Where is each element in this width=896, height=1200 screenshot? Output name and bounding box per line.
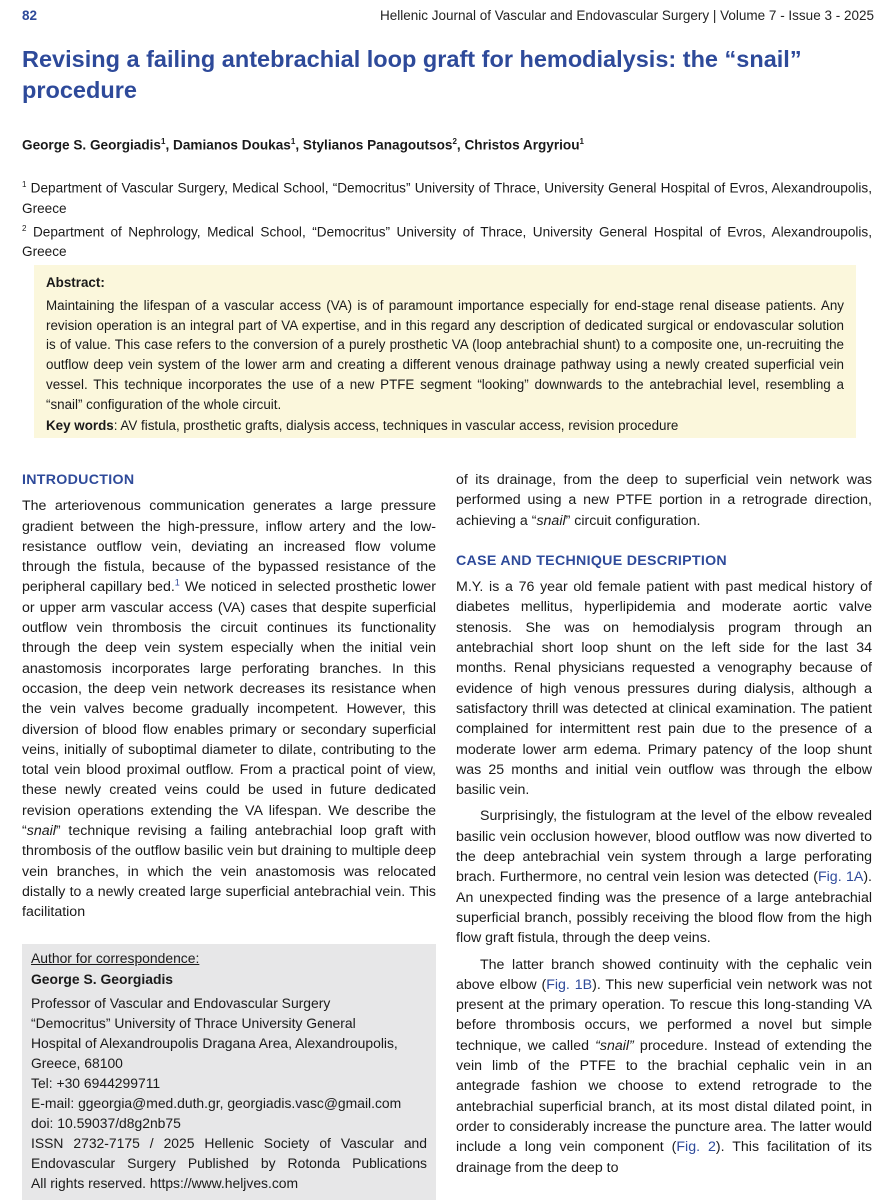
- correspondence-line: Hospital of Alexandroupolis Dragana Area, Alexandroupolis,: [31, 1035, 398, 1051]
- emphasis: snail: [26, 823, 56, 840]
- correspondence-heading: Author for correspondence:: [31, 950, 200, 966]
- affiliation-text: Department of Vascular Surgery, Medical School, “Democritus” University of Thrace, University General Hospital of Evros, Alexandroupolis, Greece: [22, 180, 873, 216]
- keywords-list: : AV fistula, prosthetic grafts, dialysis access, techniques in vascular access, revision procedure: [113, 417, 679, 433]
- correspondence-line: Professor of Vascular and Endovascular Surgery: [31, 995, 331, 1011]
- author-affil-mark: 2: [452, 137, 457, 146]
- keywords-label: Key words: [46, 417, 114, 433]
- affiliation: [22, 219, 872, 263]
- text-run: of its drainage, from the deep to superficial vein network was performed using a new PTFE portion in a retrograde direction, achieving a “: [456, 472, 872, 529]
- author-list: George S. Georgiadis$^1$, Damianos Doukas$^1$, Stylianos Panagoutsos$^2$, Christos Argyriou$^1$: [22, 137, 584, 153]
- correspondence-email[interactable]: E-mail: ggeorgia@med.duth.gr, georgiadis.vasc@gmail.com: [31, 1095, 402, 1111]
- case-heading: CASE AND TECHNIQUE DESCRIPTION: [456, 552, 727, 569]
- emphasis: “snail”: [595, 1037, 634, 1054]
- figure-link[interactable]: Fig. 1A: [817, 869, 864, 886]
- figure-link[interactable]: Fig. 2: [676, 1139, 716, 1156]
- correspondence-website[interactable]: All rights reserved. https://www.heljves.com: [31, 1175, 299, 1191]
- text-run: ” circuit configuration.: [565, 512, 701, 529]
- affiliation: [22, 175, 872, 219]
- left-column: [22, 470, 436, 923]
- correspondence-box: [22, 944, 436, 1200]
- introduction-paragraph: [22, 496, 436, 922]
- text-run: Surprisingly, the fistulogram at the level of the elbow revealed basilic vein occlusion however, blood outflow was now diverted to the deep antebrachial vein system through a large perforating brach. Furthermore, no central vein lesion was detected (: [456, 808, 872, 886]
- affiliations: [22, 175, 872, 262]
- author-affil-mark: 1: [579, 137, 584, 146]
- right-column: [456, 470, 872, 1178]
- text-run: We noticed in selected prosthetic lower or upper arm vascular access (VA) cases that despite superficial outflow vein thrombosis the circuit continues its functionality through the deep vein system especially when the initial vein anastomosis incorporates large perforating branches. In this occasion, the deep vein network decreases its resistance when the vein valves become gradually incompetent. However, this diversion of blood flow enables primary or secondary superficial veins, initially of suboptimal diameter to dilate, contributing to the total vein blood proximal outflow. From a practical point of view, these newly created veins could be used in future dedicated revision operations extending the VA lifespan. We describe the “: [22, 579, 436, 840]
- text-run: The arteriovenous communication generates a large pressure gradient between the high-pressure, inflow artery and the low-resistance outflow vein, deviating an increased flow volume through the fistula, because of the bypassed resistance of the peripheral capillary bed.: [22, 498, 436, 596]
- text-run: The latter branch showed continuity with the cephalic vein above elbow (: [456, 956, 872, 993]
- keywords: [46, 416, 844, 436]
- abstract-heading: Abstract:: [46, 275, 105, 290]
- running-head: [22, 6, 874, 24]
- text-run: procedure. Instead of extending the vein limb of the PTFE to the brachial cephalic vein in an antegrade fashion we choose to extend retrograde to the antebrachial superficial branch, at its most distal dilated point, in order to considerably increase the puncture area. The latter would include a long vein component (: [456, 1037, 872, 1156]
- case-paragraph: [456, 806, 872, 948]
- reference-link[interactable]: 1: [174, 577, 180, 588]
- case-paragraph: M.Y. is a 76 year old female patient with past medical history of diabetes mellitus, hyperlipidemia and moderate aortic valve stenosis. She was on hemodialysis program through an antebrachial short loop shunt on the left side for the last 34 months. Renal physicians requested a venography because of evidence of high venous pressures during dialysis, although a satisfactory thrill was detected at clinical examination. The patient complained for intermittent rest pain due to the presence of a moderate lower arm edema. Primary patency of the loop shunt was 25 months and initial vein outflow was through the elbow basilic vein.: [456, 579, 872, 799]
- correspondence-name: George S. Georgiadis: [31, 971, 174, 987]
- author: Damianos Doukas: [173, 137, 291, 153]
- introduction-heading: INTRODUCTION: [22, 472, 135, 488]
- affiliation-number: 2: [22, 223, 27, 233]
- correspondence-phone: Tel: +30 6944299711: [31, 1075, 161, 1091]
- correspondence-line: “Democritus” University of Thrace University General: [31, 1015, 356, 1031]
- affiliation-text: Department of Nephrology, Medical School, “Democritus” University of Thrace, University General Hospital of Evros, Alexandroupolis, Greece: [22, 224, 873, 260]
- text-run: ” technique revising a failing antebrachial loop graft with thrombosis of the outflow basilic vein but draining to multiple deep vein branches, in which the vein anastomosis was relocated distally to a newly created large superficial antebrachial vein. This facilitation: [22, 823, 436, 921]
- emphasis: snail: [536, 512, 566, 529]
- correspondence-doi[interactable]: doi: 10.59037/d8g2nb75: [31, 1115, 181, 1131]
- correspondence-line: Endovascular Surgery Published by Rotonda Publications: [31, 1155, 427, 1171]
- correspondence-line: ISSN 2732-7175 / 2025 Hellenic Society of Vascular and: [31, 1135, 427, 1151]
- author-affil-mark: 1: [290, 137, 296, 146]
- abstract-box: [34, 265, 856, 438]
- affiliation-number: 1: [22, 180, 27, 189]
- text-run: ). This new superficial vein network was not present at the primary operation. To rescue this long-standing VA before thrombosis occurs, we performed a novel but simple technique, we called: [456, 976, 872, 1054]
- case-paragraph: [456, 955, 872, 1178]
- author: Christos Argyriou: [464, 137, 580, 153]
- author: Stylianos Panagoutsos: [302, 137, 453, 153]
- correspondence-line: Greece, 68100: [31, 1055, 123, 1071]
- introduction-continued: [456, 470, 872, 531]
- author: George S. Georgiadis: [22, 137, 161, 153]
- abstract-text: Maintaining the lifespan of a vascular access (VA) is of paramount importance especially for end-stage renal disease patients. Any revision operation is an integral part of VA expertise, and in this regard any description of dedicated surgical or endovascular solution is of value. This case refers to the conversion of a purely prosthetic VA (loop antebrachial shunt) to a composite one, un-recruiting the outflow deep vein system of the lower arm and creating a different venous drainage pathway using a newly created superficial vein vessel. This technique incorporates the use of a new PTFE segment “looking” downwards to the antebrachial level, resembling a “snail” configuration of the whole circuit.: [46, 297, 844, 412]
- text-run: ). An unexpected finding was the presence of a large antebrachial superficial branch, possibly receiving the blood flow from the high flow graft fistula, through the deep veins.: [456, 869, 872, 947]
- article-title: Revising a failing antebrachial loop graft for hemodialysis: the “snail” procedure: [22, 46, 802, 103]
- author-affil-mark: 1: [161, 137, 166, 146]
- text-run: ). This facilitation of its drainage from the deep to: [456, 1139, 872, 1176]
- journal-citation: Hellenic Journal of Vascular and Endovascular Surgery | Volume 7 - Issue 3 - 2025: [379, 7, 874, 23]
- page-number: 82: [22, 7, 38, 23]
- figure-link[interactable]: Fig. 1B: [546, 976, 593, 993]
